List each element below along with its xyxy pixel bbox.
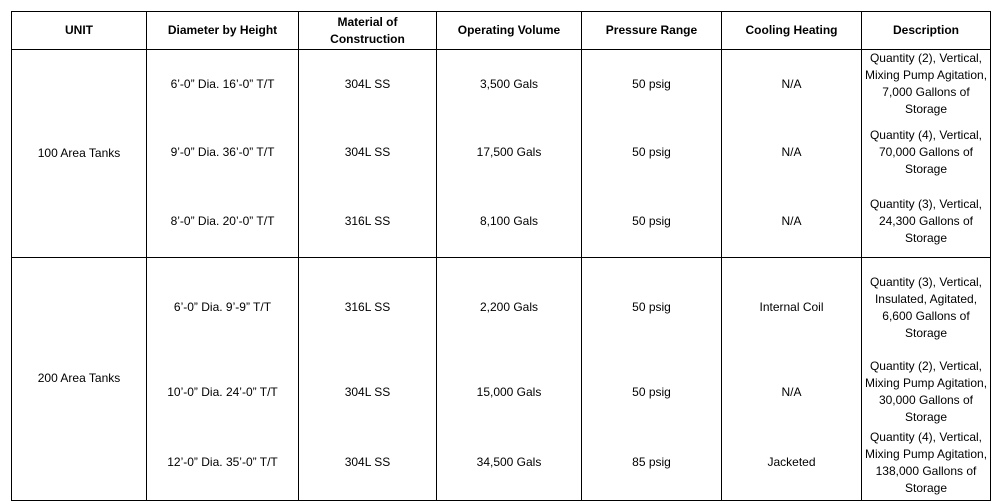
description-cell: Quantity (3), Vertical, 24,300 Gallons of Storage: [862, 186, 991, 257]
pressure-cell: 50 psig: [582, 118, 722, 186]
material-cell: 316L SS: [299, 186, 437, 257]
diameter-cell: 6’-0” Dia. 16’-0” T/T: [147, 50, 299, 119]
volume-cell: 15,000 Gals: [437, 358, 582, 426]
unit-cell: 200 Area Tanks: [12, 257, 147, 500]
diameter-cell: 12’-0” Dia. 35’-0” T/T: [147, 426, 299, 500]
description-cell: Quantity (2), Vertical, Mixing Pump Agitation, 7,000 Gallons of Storage: [862, 50, 991, 119]
volume-cell: 3,500 Gals: [437, 50, 582, 119]
table-row: [12, 426, 991, 500]
table-row: [12, 118, 991, 186]
description-cell: Quantity (4), Vertical, 70,000 Gallons of Storage: [862, 118, 991, 186]
header-pressure-range: Pressure Range: [582, 12, 722, 50]
table-row: [12, 358, 991, 426]
description-cell: Quantity (3), Vertical, Insulated, Agitated, 6,600 Gallons of Storage: [862, 257, 991, 358]
header-operating-volume: Operating Volume: [437, 12, 582, 50]
tank-specification-table: [11, 11, 991, 501]
header-cooling-heating: Cooling Heating: [722, 12, 862, 50]
diameter-cell: 10’-0” Dia. 24’-0” T/T: [147, 358, 299, 426]
table-row: [12, 50, 991, 119]
material-cell: 304L SS: [299, 426, 437, 500]
material-cell: 316L SS: [299, 257, 437, 358]
tank-specification-table-container: [11, 11, 990, 497]
diameter-cell: 6’-0” Dia. 9’-9” T/T: [147, 257, 299, 358]
volume-cell: 8,100 Gals: [437, 186, 582, 257]
pressure-cell: 50 psig: [582, 257, 722, 358]
header-description: Description: [862, 12, 991, 50]
cooling-heating-cell: N/A: [722, 358, 862, 426]
cooling-heating-cell: N/A: [722, 186, 862, 257]
cooling-heating-cell: N/A: [722, 50, 862, 119]
description-cell: Quantity (4), Vertical, Mixing Pump Agitation, 138,000 Gallons of Storage: [862, 426, 991, 500]
unit-cell: 100 Area Tanks: [12, 50, 147, 258]
volume-cell: 2,200 Gals: [437, 257, 582, 358]
cooling-heating-cell: Jacketed: [722, 426, 862, 500]
table-row: [12, 186, 991, 257]
diameter-cell: 8’-0” Dia. 20’-0” T/T: [147, 186, 299, 257]
description-cell: Quantity (2), Vertical, Mixing Pump Agitation, 30,000 Gallons of Storage: [862, 358, 991, 426]
pressure-cell: 85 psig: [582, 426, 722, 500]
table-row: [12, 257, 991, 358]
material-cell: 304L SS: [299, 118, 437, 186]
volume-cell: 17,500 Gals: [437, 118, 582, 186]
pressure-cell: 50 psig: [582, 358, 722, 426]
pressure-cell: 50 psig: [582, 186, 722, 257]
header-unit: UNIT: [12, 12, 147, 50]
cooling-heating-cell: Internal Coil: [722, 257, 862, 358]
header-material-of-construction: Material of Construction: [299, 12, 437, 50]
header-diameter-by-height: Diameter by Height: [147, 12, 299, 50]
material-cell: 304L SS: [299, 358, 437, 426]
cooling-heating-cell: N/A: [722, 118, 862, 186]
diameter-cell: 9’-0” Dia. 36’-0” T/T: [147, 118, 299, 186]
volume-cell: 34,500 Gals: [437, 426, 582, 500]
pressure-cell: 50 psig: [582, 50, 722, 119]
header-row: [12, 12, 991, 50]
material-cell: 304L SS: [299, 50, 437, 119]
